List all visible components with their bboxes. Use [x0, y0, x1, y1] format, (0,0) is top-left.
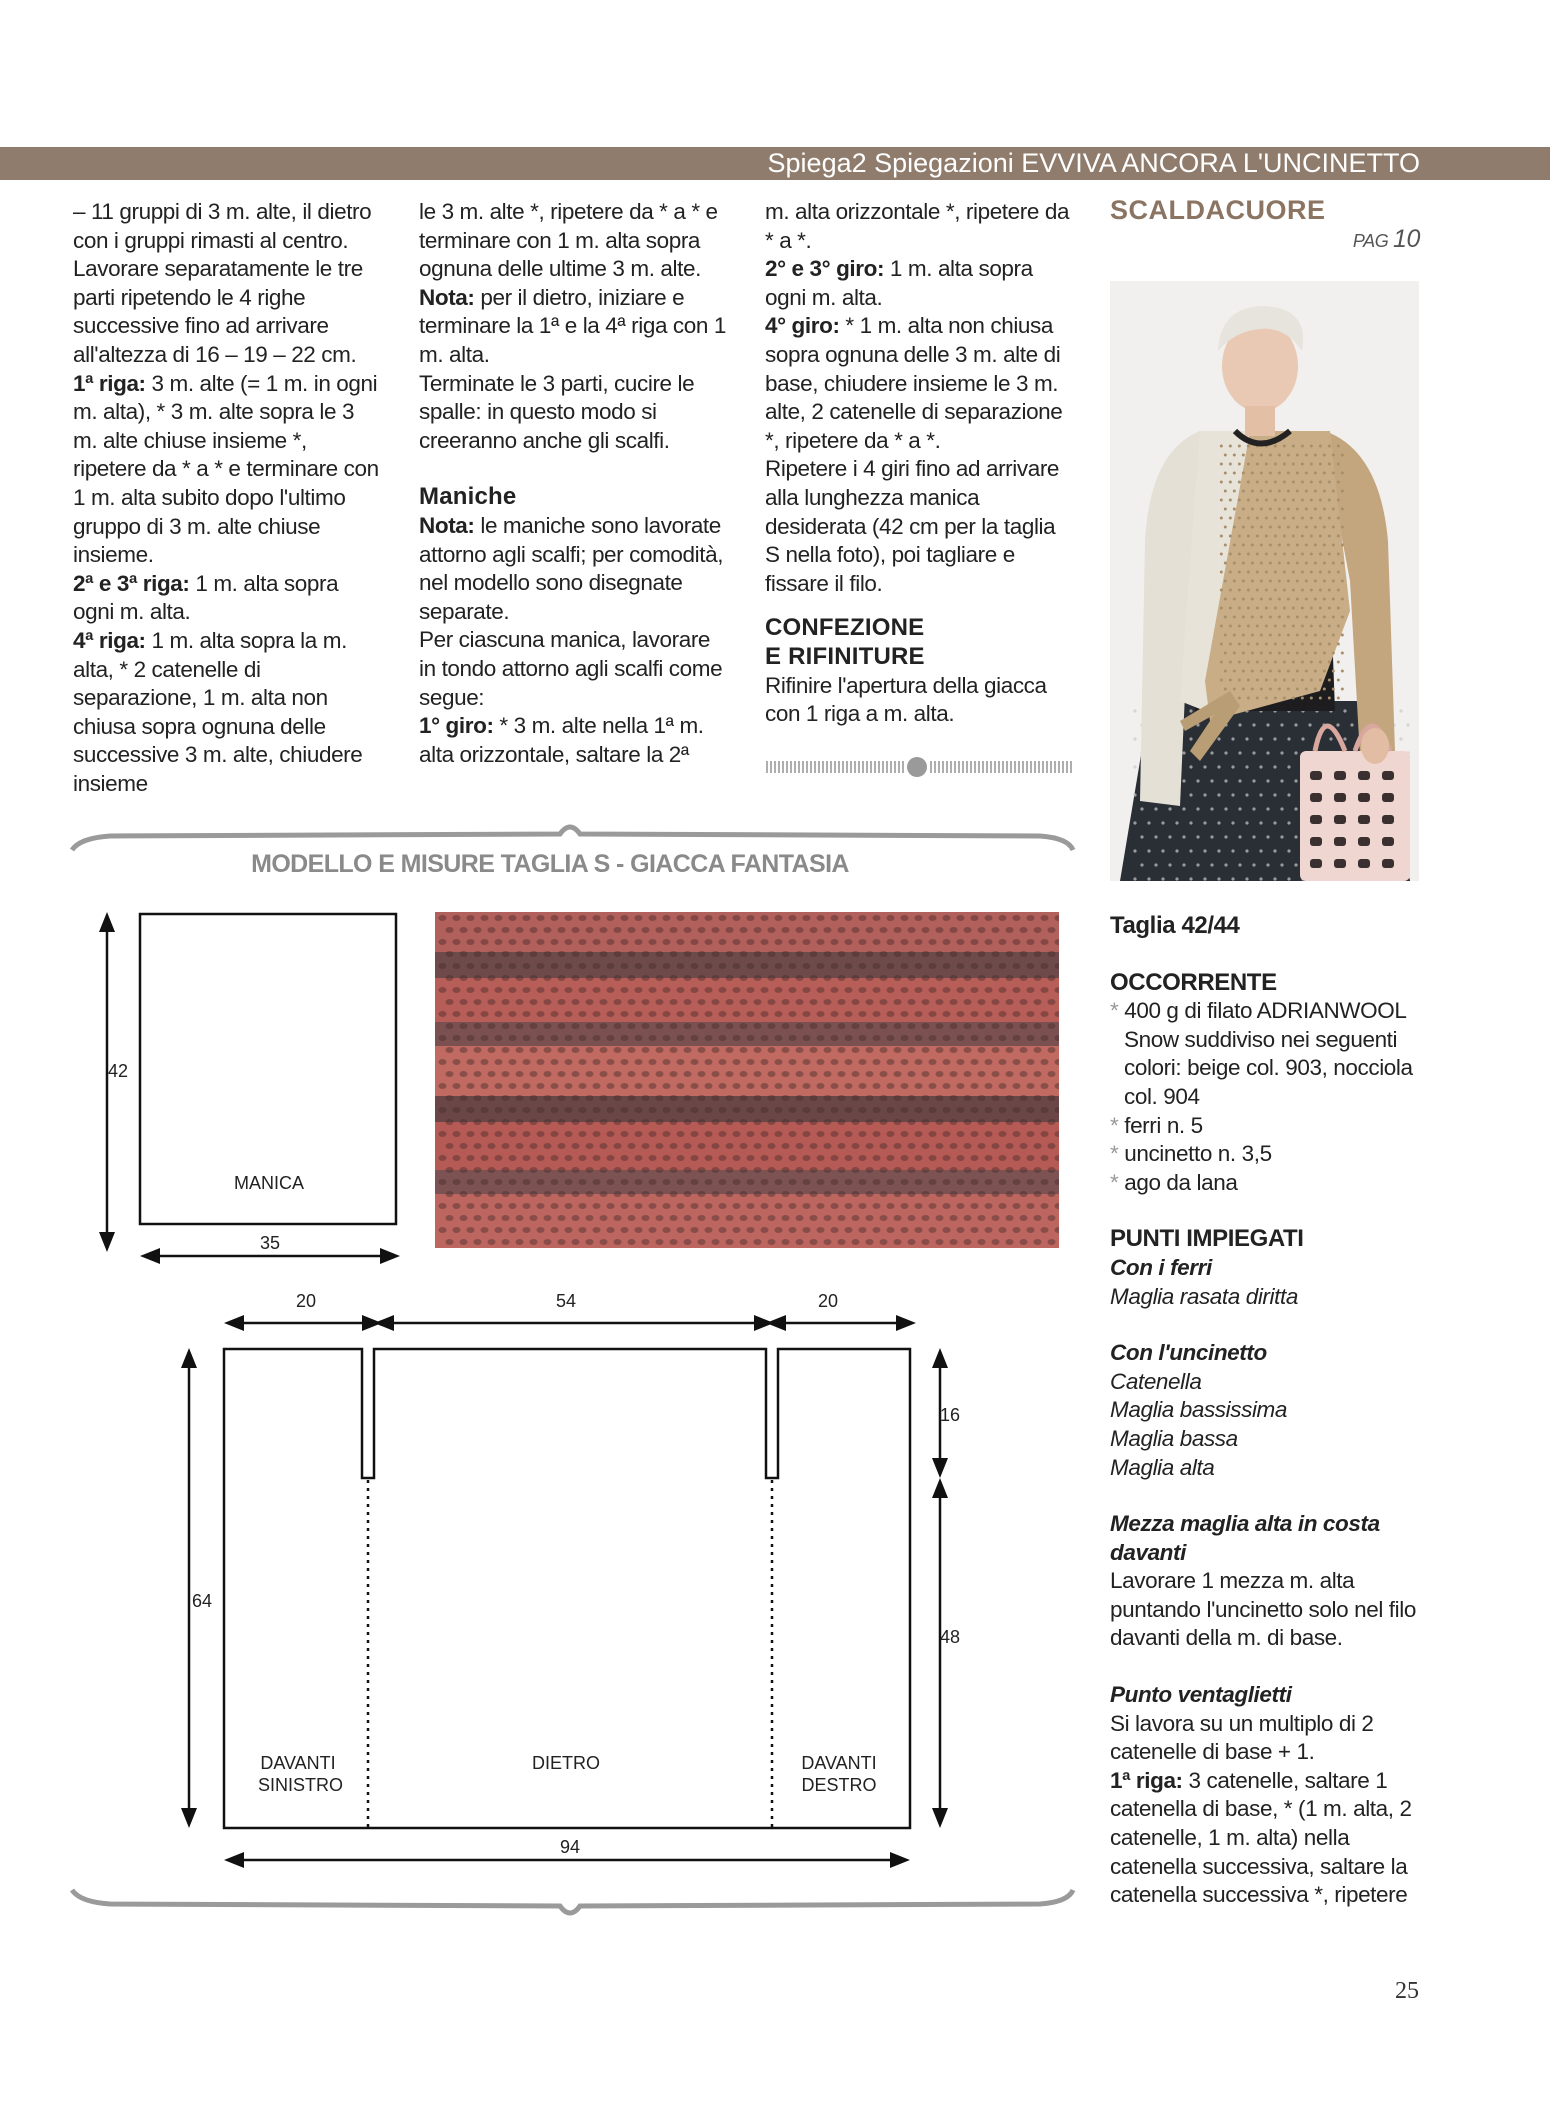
section-heading: E RIFINITURE: [765, 642, 925, 670]
round-text: * 1 m. alta non chiusa sopra ognuna delle 3 m. alte di base, chiudere insieme le 3 m. alte, 2 catenelle di separazione *, ripetere da * a *.: [765, 313, 1063, 453]
stitch-item: Maglia bassa: [1110, 1425, 1238, 1451]
note-text: le maniche sono lavorate attorno agli scalfi; per comodità, nel modello sono disegnate separate.: [419, 512, 724, 624]
paragraph: [73, 370, 383, 570]
paragraph: [73, 570, 383, 627]
back-width-label: 54: [556, 1291, 577, 1311]
round-label: 1° giro:: [419, 713, 494, 739]
end-mark: [765, 755, 1077, 779]
page-number: 25: [1395, 1978, 1419, 2004]
paragraph: Lavorare 1 mezza m. alta puntando l'uncinetto solo nel filo davanti della m. di base.: [1110, 1568, 1416, 1651]
schematic-diagram: [0, 820, 1100, 1940]
row-label: 2ª e 3ª riga:: [73, 570, 190, 596]
front-left-width-label: 20: [296, 1291, 317, 1311]
section-heading: CONFEZIONE: [765, 614, 925, 642]
project-title: SCALDACUORE: [1110, 195, 1326, 225]
stitch-heading: Mezza maglia alta in costa davanti: [1110, 1511, 1380, 1565]
front-right-width-label: 20: [818, 1291, 839, 1311]
diagram-title: MODELLO E MISURE TAGLIA S - GIACCA FANTASIA: [251, 850, 849, 878]
note-label: Nota:: [419, 512, 475, 538]
paragraph: [765, 255, 1075, 312]
body-height-label: 64: [192, 1591, 213, 1611]
row-text: 1 m. alta sopra ogni m. alta.: [73, 570, 339, 625]
sidebar: [1110, 196, 1420, 255]
paragraph: le 3 m. alte *, ripetere da * a * e terminare con 1 m. alta sopra ognuna delle ultime 3 m. alte.: [419, 199, 718, 282]
back-label: DIETRO: [532, 1753, 601, 1773]
front-left-label: DAVANTI SINISTRO: [258, 1753, 344, 1795]
armhole-height-label: 16: [940, 1405, 961, 1425]
materials-item: * 400 g di filato ADRIANWOOL Snow suddiviso nei seguenti colori: beige col. 903, nocciola col. 904: [1110, 998, 1413, 1109]
paragraph: Si lavora su un multiplo di 2 catenelle di base + 1.: [1110, 1710, 1374, 1765]
round-label: 2° e 3° giro:: [765, 256, 885, 282]
sidebar-details: [1110, 912, 1420, 1910]
row-text: 1 m. alta sopra la m. alta, * 2 catenelle di separazione, 1 m. alta non chiusa sopra ognuna delle successive 3 m. alte, chiudere insieme: [73, 627, 363, 796]
size: Taglia 42/44: [1110, 912, 1240, 939]
page-reference-number: 10: [1392, 224, 1420, 253]
note-text: per il dietro, iniziare e terminare la 1ª e la 4ª riga con 1 m. alta.: [419, 284, 726, 367]
paragraph: Rifinire l'apertura della giacca con 1 riga a m. alta.: [765, 672, 1047, 727]
materials-item: * ferri n. 5: [1110, 1112, 1203, 1138]
section-heading: Maniche: [419, 483, 517, 511]
row-label: 1ª riga:: [73, 370, 146, 396]
page-reference-label: PAG: [1352, 230, 1389, 251]
paragraph: Terminate le 3 parti, cucire le spalle: in questo modo si creeranno anche gli scalfi.: [419, 370, 695, 453]
paragraph: [419, 284, 729, 370]
materials-item: * ago da lana: [1110, 1169, 1238, 1195]
paragraph: Ripetere i 4 giri fino ad arrivare alla lunghezza manica desiderata (42 cm per la taglia S nella foto), poi tagliare e fissare il filo.: [765, 456, 1060, 596]
page-reference: [1110, 225, 1420, 256]
paragraph: [419, 512, 729, 626]
body-width-label: 94: [560, 1837, 581, 1857]
paragraph: [419, 712, 729, 769]
header-bar: [0, 147, 1550, 180]
text-column-1: [73, 198, 383, 798]
running-title: Spiega2 Spiegazioni EVVIVA ANCORA L'UNCINETTO: [767, 148, 1420, 178]
front-right-label: DAVANTI DESTRO: [801, 1753, 877, 1795]
stitch-item: Catenella: [1110, 1368, 1202, 1394]
stitch-heading: Punto ventaglietti: [1110, 1682, 1292, 1708]
stitches-heading: PUNTI IMPIEGATI: [1110, 1225, 1304, 1253]
round-text: 1 m. alta sopra ogni m. alta.: [765, 256, 1033, 310]
paragraph: – 11 gruppi di 3 m. alte, il dietro con i gruppi rimasti al centro. Lavorare separatamente le tre parti ripetendo le 4 righe successive fino ad arrivare all'altezza di 16 – 19 – 22 cm.: [73, 199, 372, 367]
paragraph: Per ciascuna manica, lavorare in tondo attorno agli scalfi come segue:: [419, 627, 723, 710]
materials-heading: OCCORRENTE: [1110, 968, 1277, 996]
text-column-2: [419, 198, 729, 769]
materials-item: * uncinetto n. 3,5: [1110, 1141, 1272, 1167]
stitch-item: Maglia bassissima: [1110, 1397, 1288, 1423]
round-text: * 3 m. alte nella 1ª m. alta orizzontale, saltare la 2ª: [419, 713, 704, 767]
paragraph: [73, 627, 383, 799]
paragraph: m. alta orizzontale *, ripetere da * a *.: [765, 199, 1070, 253]
round-label: 4° giro:: [765, 313, 840, 339]
row-label: 4ª riga:: [73, 627, 146, 653]
stitches-subheading: Con l'uncinetto: [1110, 1340, 1267, 1366]
sleeve-width-label: 35: [260, 1233, 281, 1253]
model-photo: [1110, 281, 1419, 881]
lower-height-label: 48: [940, 1627, 961, 1647]
stitches-subheading: Con i ferri: [1110, 1254, 1212, 1280]
stitch-item: Maglia alta: [1110, 1454, 1215, 1480]
row-text: 3 m. alte (= 1 m. in ogni m. alta), * 3 m. alte sopra le 3 m. alte chiuse insieme *, ripetere da * a * e terminare con 1 m. alta subito dopo l'ultimo gruppo di 3 m. alte chiuse insieme.: [73, 370, 379, 568]
stitch-item: Maglia rasata diritta: [1110, 1283, 1298, 1309]
sleeve-label: MANICA: [234, 1173, 305, 1193]
paragraph: [765, 312, 1075, 455]
sleeve-height-label: 42: [108, 1061, 129, 1081]
text-column-3: [765, 198, 1075, 779]
paragraph: 1ª riga: 3 catenelle, saltare 1 catenella di base, * (1 m. alta, 2 catenelle, 1 m. alta) nella catenella successiva, saltare la catenella successiva *, ripetere: [1110, 1767, 1412, 1908]
note-label: Nota:: [419, 284, 475, 310]
